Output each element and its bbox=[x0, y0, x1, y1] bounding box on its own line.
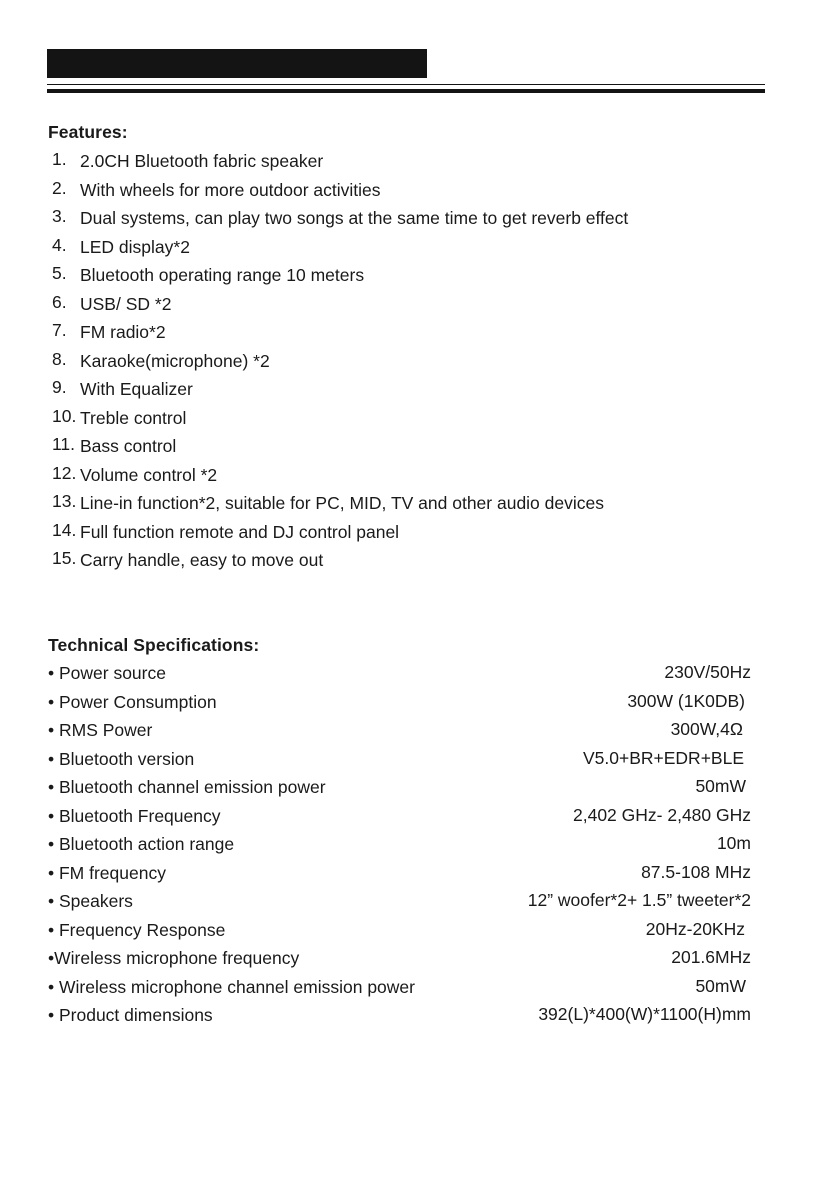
feature-text: Carry handle, easy to move out bbox=[80, 550, 324, 570]
feature-number: 10. bbox=[52, 405, 77, 426]
spec-value: 300W,4Ω bbox=[670, 719, 743, 739]
spec-row bbox=[48, 720, 751, 749]
feature-text: Bluetooth operating range 10 meters bbox=[80, 265, 365, 285]
spec-row bbox=[48, 863, 751, 892]
spec-label: • RMS Power bbox=[48, 720, 153, 740]
feature-number: 15. bbox=[52, 548, 77, 568]
feature-number: 11. bbox=[52, 434, 76, 454]
feature-number: 12. bbox=[52, 462, 77, 483]
feature-text: Treble control bbox=[80, 407, 187, 428]
spec-row bbox=[48, 1005, 751, 1034]
spec-row bbox=[48, 692, 751, 721]
feature-number: 8. bbox=[52, 348, 67, 369]
spec-value: 2,402 GHz- 2,480 GHz bbox=[573, 804, 751, 825]
spec-value: V5.0+BR+EDR+BLE bbox=[583, 747, 744, 768]
feature-number: 13. bbox=[52, 491, 77, 511]
spec-value: 50mW bbox=[695, 776, 746, 796]
spec-row bbox=[48, 663, 751, 692]
feature-text: Full function remote and DJ control panel bbox=[80, 521, 400, 542]
feature-text: With Equalizer bbox=[80, 379, 193, 399]
spec-label: • Product dimensions bbox=[48, 1005, 213, 1025]
spec-label: • Power source bbox=[48, 663, 166, 683]
spec-row bbox=[48, 977, 751, 1006]
spec-row bbox=[48, 920, 751, 949]
header-rule-thin bbox=[47, 84, 765, 85]
features-title: Features: bbox=[48, 122, 128, 142]
feature-number: 2. bbox=[52, 177, 67, 198]
spec-value: 12” woofer*2+ 1.5” tweeter*2 bbox=[527, 890, 751, 910]
feature-text: Karaoke(microphone) *2 bbox=[80, 350, 270, 371]
feature-text: Dual systems, can play two songs at the same time to get reverb effect bbox=[80, 208, 629, 228]
spec-label: •Wireless microphone frequency bbox=[48, 948, 300, 968]
feature-number: 4. bbox=[52, 234, 67, 255]
spec-label: • Bluetooth action range bbox=[48, 834, 235, 854]
feature-text: LED display*2 bbox=[80, 236, 190, 257]
spec-label: • Bluetooth version bbox=[48, 748, 195, 769]
feature-text: USB/ SD *2 bbox=[80, 293, 172, 314]
spec-label: • Bluetooth channel emission power bbox=[48, 777, 326, 797]
spec-value: 392(L)*400(W)*1100(H)mm bbox=[538, 1004, 751, 1024]
spec-row bbox=[48, 891, 751, 920]
feature-number: 9. bbox=[52, 377, 67, 397]
feature-number: 5. bbox=[52, 263, 67, 283]
feature-number: 1. bbox=[52, 149, 67, 169]
spec-label: • FM frequency bbox=[48, 862, 166, 883]
spec-row bbox=[48, 834, 751, 863]
feature-number: 3. bbox=[52, 206, 67, 226]
spec-row bbox=[48, 806, 751, 835]
spec-value: 201.6MHz bbox=[671, 947, 751, 967]
spec-value: 10m bbox=[716, 833, 751, 853]
header-bar bbox=[47, 49, 427, 78]
feature-text: Line-in function*2, suitable for PC, MID, TV and other audio devices bbox=[80, 493, 604, 513]
specs-list bbox=[48, 663, 751, 1034]
spec-row bbox=[48, 948, 751, 977]
spec-value: 230V/50Hz bbox=[664, 662, 751, 682]
spec-label: • Speakers bbox=[48, 891, 133, 911]
feature-text: FM radio*2 bbox=[80, 322, 166, 342]
feature-text: With wheels for more outdoor activities bbox=[80, 179, 381, 200]
feature-text: 2.0CH Bluetooth fabric speaker bbox=[80, 151, 324, 171]
spec-value: 20Hz-20KHz bbox=[645, 918, 745, 939]
spec-value: 300W (1K0DB) bbox=[627, 690, 745, 711]
feature-text: Volume control *2 bbox=[80, 464, 218, 485]
feature-number: 14. bbox=[52, 519, 77, 540]
spec-row bbox=[48, 749, 751, 778]
header-rule-thick bbox=[47, 89, 765, 93]
feature-number: 6. bbox=[52, 291, 67, 312]
feature-text: Bass control bbox=[80, 436, 177, 456]
spec-row bbox=[48, 777, 751, 806]
spec-label: • Bluetooth Frequency bbox=[48, 805, 221, 826]
spec-value: 50mW bbox=[695, 975, 746, 996]
spec-label: • Frequency Response bbox=[48, 919, 226, 940]
feature-number: 7. bbox=[52, 320, 67, 340]
spec-value: 87.5-108 MHz bbox=[641, 861, 751, 882]
spec-label: • Power Consumption bbox=[48, 691, 217, 712]
spec-label: • Wireless microphone channel emission power bbox=[48, 976, 415, 997]
specs-title: Technical Specifications: bbox=[48, 635, 260, 655]
